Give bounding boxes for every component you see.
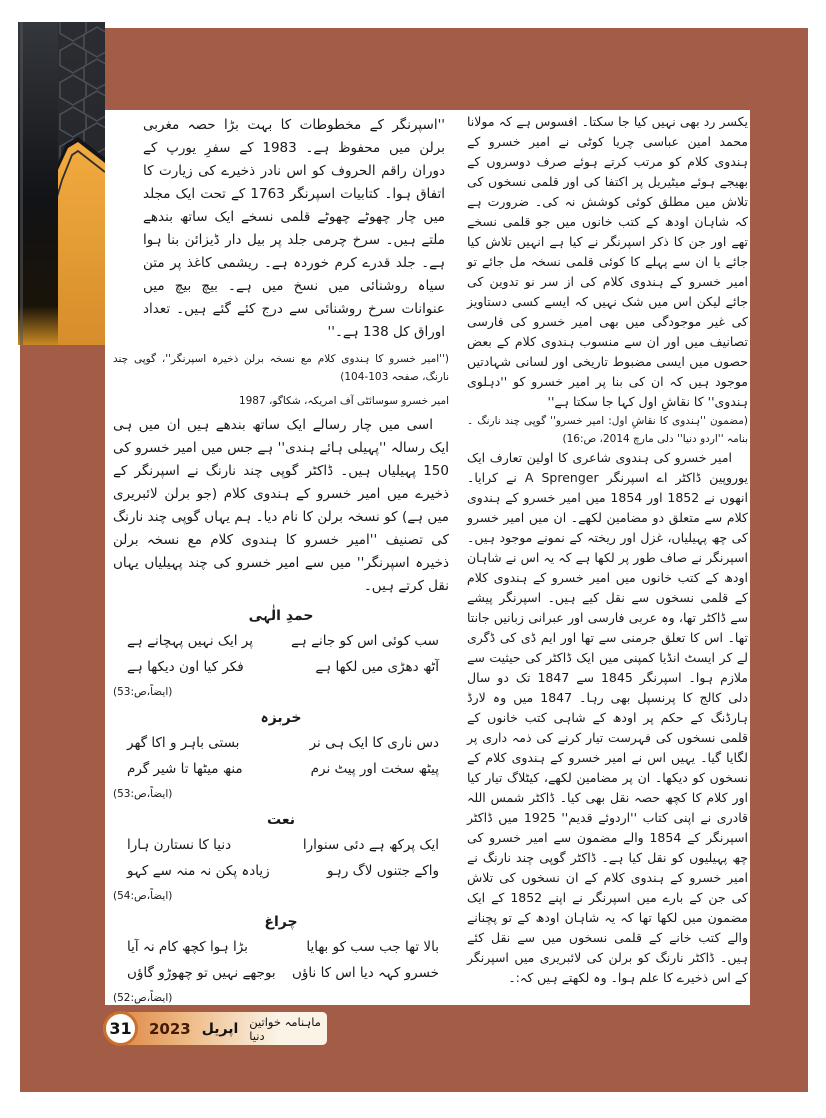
footer-month: اپریل <box>201 1020 239 1037</box>
poem-section-kharbuza <box>113 710 449 802</box>
hemistich: واکے جتنوں لاگ رہو <box>326 863 439 879</box>
blockquote-sprenger-manuscripts: ''اسپرنگر کے مخطوطات کا بہت بڑا حصہ مغربی برلن میں محفوظ ہے۔ 1983 کے سفرِ یورپ کے دوران راقم الحروف کو اس نادر ذخیرے کی زیارت کا اتفاق ہوا۔ کتابیات اسپرنگر 1763 کے تحت ایک مجلد میں چار چھوٹے چھوٹے قلمی نسخے ایک ساتھ بندھے ملتے ہیں۔ سرخ چرمی جلد پر بیل دار ڈیزائن بنا ہوا ہے۔ جلد قدرے کرم خوردہ ہے۔ ریشمی کاغذ پر متن سیاہ روشنائی میں نسخ میں ہے۔ بیچ بیچ میں عنوانات سرخ روشنائی سے درج کئے گئے ہیں۔ تعداد اوراق کل 138 ہے۔'' <box>143 117 445 340</box>
poem-section-naat <box>113 812 449 904</box>
verse-row <box>113 730 449 756</box>
poem-reference: (ایضاً،ص:53) <box>113 788 173 800</box>
decorative-banner <box>18 22 105 345</box>
hemistich: پیٹھ سخت اور پیٹ نرم <box>310 761 439 777</box>
hemistich: بستی باہر و اکا گھر <box>127 735 240 751</box>
hemistich: بوجھے نہیں تو چھوڑو گاؤں <box>127 965 276 981</box>
verse-row <box>113 960 449 986</box>
hemistich: دنیا کا نستارن ہارا <box>127 837 232 853</box>
verse-row <box>113 858 449 884</box>
poem-reference: (ایضاً،ص:52) <box>113 992 173 1004</box>
hemistich: پر ایک نہیں پہچانے ہے <box>127 633 253 649</box>
verse-row <box>113 832 449 858</box>
verse-row <box>113 934 449 960</box>
right-column-citation: (مضمون ''ہندوی کا نقاشِ اول: امیر خسرو'' گوپی چند نارنگ ۔ بنامہ ''اردو دنیا'' دلی مارچ 2014، ص:16) <box>467 415 748 445</box>
poem-heading: خربزہ <box>260 710 302 726</box>
footer-magazine-title: ماہنامہ خواتین دنیا <box>249 1014 321 1043</box>
right-column-paragraph-1: یکسر رد بھی نہیں کیا جا سکتا۔ افسوس ہے کہ مولانا محمد امین عباسی چریا کوٹی نے امیر خسرو کے ہندوی کلام کو مرتب کرتے ہوئے صرف دوسروں کے بھیجے ہوئے میٹیریل پر اکتفا کی اور قلمی نسخوں کی تلاش میں مطلق کوئی کوشش نہ کی۔ ضرورت ہے کہ شاہان اودھ کے کتب خانوں میں جو قلمی نسخے تھے اور جن کا ذکر اسپرنگر نے کیا ہے انہیں تلاش کیا جائے یا ان سے پہلے کا کوئی قلمی نسخہ مل جائے تو امیر خسرو کے ہندوی کلام کی از سر نو تدوین کی جائے لیکن اس میں شک نہیں کہ ایسے کسی دستاویز کی غیر موجودگی میں بھی امیر خسرو کی فارسی تصانیف میں اور ان سے منسوب ہندوی کلام کے بعض حصوں میں ایسی مضبوط تاریخی اور لسانی شہادتیں موجود ہیں کہ ان کی بنا پر امیر خسرو کو ''دہلوی ہندوی'' کا نقاشِ اول کہا جا سکتا ہے'' <box>467 114 748 409</box>
poem-heading: چراغ <box>264 914 298 930</box>
left-column-citation-2: امیر خسرو سوسائٹی آف امریکہ، شکاگو، 1987 <box>238 395 449 407</box>
hemistich: بڑا ہوا کچھ کام نہ آیا <box>127 939 248 955</box>
hemistich: فکر کیا اون دیکھا ہے <box>127 659 244 675</box>
left-column <box>113 114 449 1005</box>
poem-reference: (ایضاً،ص:54) <box>113 890 173 902</box>
poem-reference: (ایضاً،ص:53) <box>113 686 173 698</box>
hemistich: بالا تھا جب سب کو بھایا <box>306 939 439 955</box>
footer-year: 2023 <box>149 1019 191 1038</box>
hexagon-banner-graphic <box>18 22 105 345</box>
hemistich: منھ میٹھا تا شیر گرم <box>127 761 243 777</box>
hemistich: سب کوئی اس کو جانے ہے <box>290 633 439 649</box>
left-column-citation-1: (''امیر خسرو کا ہندوی کلام مع نسخہ برلن ذخیرہ اسپرنگر''، گوپی چند نارنگ، صفحہ 103-104) <box>113 353 449 383</box>
page-number-badge: 31 <box>103 1011 138 1046</box>
right-column-paragraph-2: امیر خسرو کی ہندوی شاعری کا اولین تعارف ایک یوروپین ڈاکٹر اے اسپرنگر A Sprenger نے کرایا۔ انھوں نے 1852 اور 1854 میں امیر خسرو کے ہندوی کلام سے متعلق دو مضامین لکھے۔ ان میں امیر خسرو کی چھ پہیلیاں، غزل اور ریختہ کے نمونے موجود ہیں۔ اسپرنگر نے صاف طور پر لکھا ہے کہ یہ اس نے شاہان اودھ کے کتب خانوں میں امیر خسرو کے ہندوی کلام کے قلمی نسخوں سے نقل کیے ہیں۔ اسپرنگر پیشے سے ڈاکٹر تھا، وہ عربی فارسی اور عبرانی زبانیں جانتا تھا۔ اس کا تعلق جرمنی سے تھا اور ایم ڈی کی ڈگری لے کر ایسٹ انڈیا کمپنی میں ایک ڈاکٹر کی حیثیت سے ملازم ہوا۔ اسپرنگر 1845 سے 1847 تک دو سال دلی کالج کا پرنسپل بھی رہا۔ 1847 میں وہ لارڈ ہارڈنگ کے حکم پر اودھ کے شاہی کتب خانوں کے قلمی نسخوں کی فہرست تیار کرنے کی ذمہ داری پر لگایا گیا۔ یہیں اس نے امیر خسرو کے ہندوی کلام کے نسخوں کو دیکھا۔ ان پر مضامین لکھے، کیٹلاگ تیار کیا اور کلام کا کچھ حصہ نقل بھی کیا۔ ڈاکٹر شمس اللہ قادری نے اپنی کتاب ''اردوئے قدیم'' 1925 میں ڈاکٹر اسپرنگر کے 1854 والے مضمون سے امیر خسرو کی چھ پہیلیوں کو نقل کیا ہے۔ ڈاکٹر گوپی چند نارنگ نے امیر خسرو کے ہندوی کلام کے ان نسخوں کی تلاش کی جن کے بارے میں اسپرنگر نے اپنے 1852 کے ایک مضمون میں لکھا تھا کہ یہ شاہان اودھ کے تو پچنانے والے کتب خانے کے قلمی نسخوں میں سے نقل کئے ہیں۔ ڈاکٹر نارنگ کو برلن کی لائبریری میں اسپرنگر کے اس ذخیرے کا علم ہوا۔ وہ لکھتے ہیں کہ:۔ <box>467 450 749 985</box>
verse-row <box>113 628 449 654</box>
right-column <box>467 112 748 988</box>
poem-section-hamd <box>113 608 449 700</box>
verse-row <box>113 756 449 782</box>
content-window <box>105 110 750 1005</box>
hemistich: دس ناری کا ایک ہی نر <box>309 735 439 751</box>
poem-heading: نعت <box>267 812 295 828</box>
poem-section-chiragh <box>113 914 449 1005</box>
poem-heading: حمدِ الٰہی <box>248 608 314 624</box>
hemistich: زیادہ پکن نہ منہ سے کہو <box>127 863 270 879</box>
verse-row <box>113 654 449 680</box>
footer-bar <box>103 1012 327 1045</box>
left-column-paragraph: اسی میں چار رسالے ایک ساتھ بندھے ہیں ان میں ہی ایک رسالہ ''پہیلی ہائے ہندی'' ہے جس میں امیر خسرو کی 150 پہیلیاں ہیں۔ ڈاکٹر گوپی چند نارنگ نے اسپرنگر کے ذخیرے میں امیر خسرو کے ہندوی کلام (جو برلن لائبریری میں ہے) کو نسخہ برلن کا نام دیا۔ ہم یہاں گوپی چند نارنگ کی تصنیف ''امیر خسرو کا ہندوی کلام مع نسخہ برلن ذخیرہ اسپرنگر'' میں سے امیر خسرو کی چند پہیلیاں یہاں نقل کرتے ہیں۔ <box>113 417 449 594</box>
hemistich: ایک پرکھ ہے دئی سنوارا <box>302 837 439 853</box>
hemistich: خسرو کہہ دیا اس کا ناؤں <box>291 965 439 981</box>
hemistich: آٹھ دھڑی میں لکھا ہے <box>315 659 439 675</box>
